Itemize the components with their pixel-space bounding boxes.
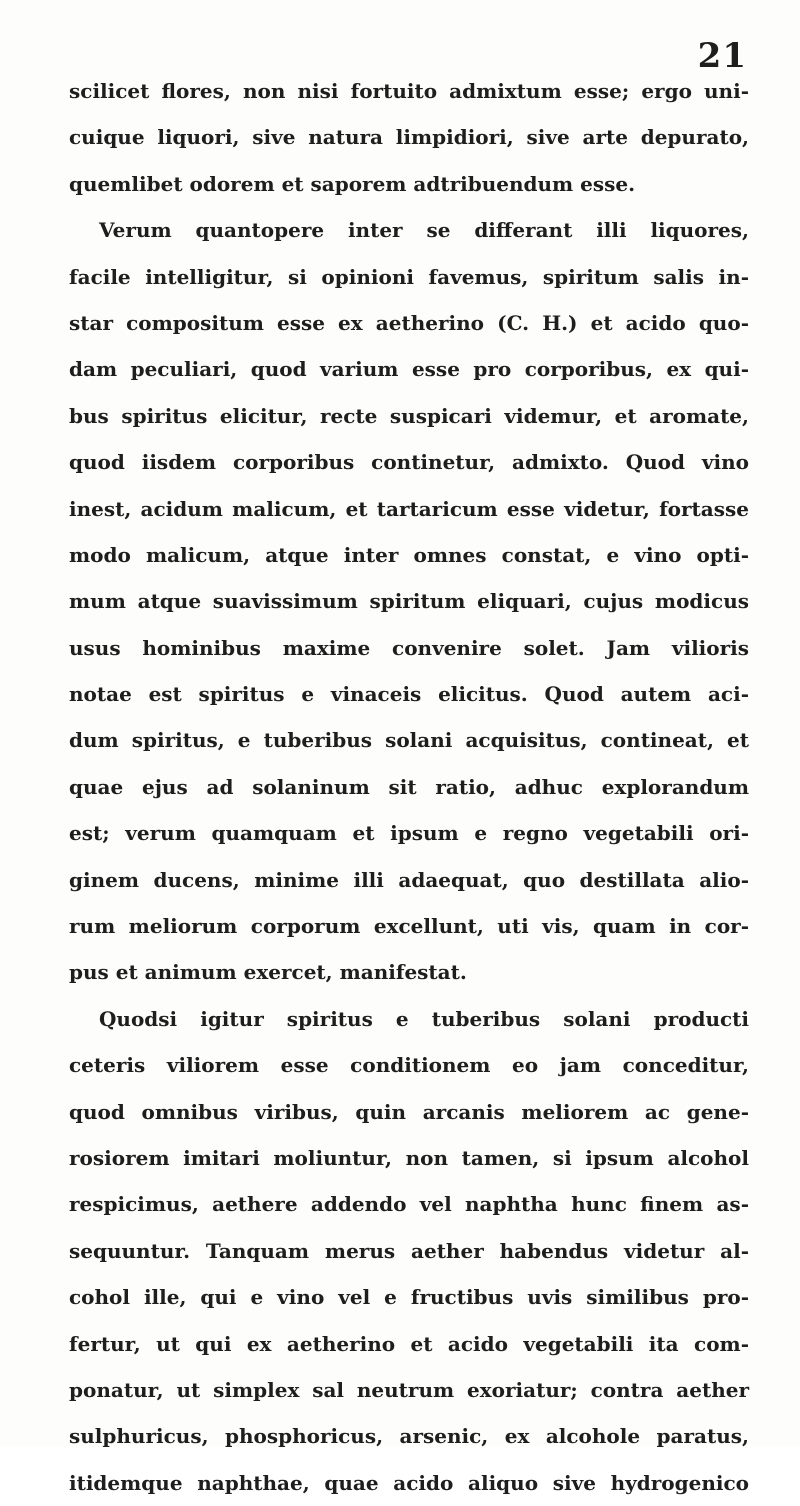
text-line: notae est spiritus e vinaceis elicitus. Quod autem aci-: [69, 682, 749, 707]
text-line: fertur, ut qui ex aetherino et acido vegetabili ita com-: [69, 1331, 749, 1356]
text-line: facile intelligitur, si opinioni favemus, spiritum salis in-: [69, 264, 749, 289]
text-line: cohol ille, qui e vino vel e fructibus uvis similibus pro-: [69, 1285, 749, 1310]
text-line: quod omnibus viribus, quin arcanis meliorem ac gene-: [69, 1099, 749, 1124]
text-line: scilicet flores, non nisi fortuito admixtum esse; ergo uni-: [69, 79, 749, 103]
text-line: usus hominibus maxime convenire solet. Jam vilioris: [69, 635, 749, 660]
text-line: Quodsi igitur spiritus e tuberibus solani producti: [99, 1006, 749, 1031]
text-line: quemlibet odorem et saporem adtribuendum esse.: [69, 171, 636, 196]
text-line: Verum quantopere inter se differant illi liquores,: [99, 218, 749, 243]
text-line: star compositum esse ex aetherino (C. H.) et acido quo-: [69, 310, 749, 335]
text-line: respicimus, aethere addendo vel naphtha hunc finem as-: [69, 1192, 749, 1217]
text-line: pus et animum exercet, manifestat.: [69, 960, 467, 985]
body-text: [69, 68, 749, 1506]
text-line: rum meliorum corporum excellunt, uti vis, quam in cor-: [69, 914, 749, 939]
text-line: ceteris viliorem esse conditionem eo jam conceditur,: [69, 1053, 749, 1078]
text-line: ginem ducens, minime illi adaequat, quo destillata alio-: [69, 867, 749, 892]
text-line: ponatur, ut simplex sal neutrum exoriatur; contra aether: [69, 1377, 749, 1402]
text-line: quae ejus ad solaninum sit ratio, adhuc explorandum: [69, 774, 749, 799]
page-number: 21: [697, 36, 747, 76]
text-line: inest, acidum malicum, et tartaricum esse videtur, fortasse: [69, 496, 749, 521]
text-line: est; verum quamquam et ipsum e regno vegetabili ori-: [69, 821, 749, 846]
text-line: cuique liquori, sive natura limpidiori, sive arte depurato,: [69, 125, 749, 150]
text-line: itidemque naphthae, quae acido aliquo sive hydrogenico: [69, 1470, 749, 1495]
text-line: sulphuricus, phosphoricus, arsenic, ex alcohole paratus,: [69, 1424, 749, 1449]
text-line: quod iisdem corporibus continetur, admixto. Quod vino: [69, 450, 749, 475]
text-line: dum spiritus, e tuberibus solani acquisitus, contineat, et: [69, 728, 749, 753]
text-line: dam peculiari, quod varium esse pro corporibus, ex qui-: [69, 357, 749, 382]
text-line: sequuntur. Tanquam merus aether habendus videtur al-: [69, 1238, 749, 1263]
text-line: modo malicum, atque inter omnes constat, e vino opti-: [69, 542, 749, 567]
text-line: bus spiritus elicitur, recte suspicari videmur, et aromate,: [69, 403, 749, 428]
text-line: mum atque suavissimum spiritum eliquari, cujus modicus: [69, 589, 749, 614]
text-line: rosiorem imitari moliuntur, non tamen, si ipsum alcohol: [69, 1145, 749, 1170]
